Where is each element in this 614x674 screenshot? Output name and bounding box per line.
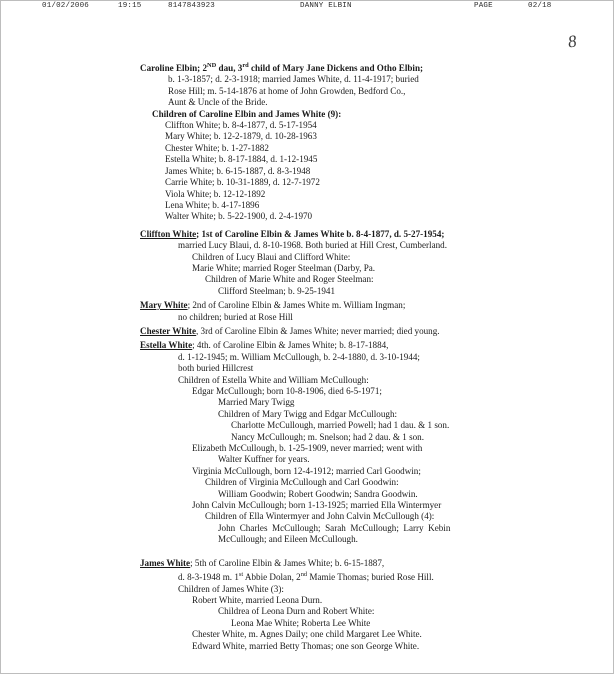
person-name: James White [140, 557, 191, 568]
child-line: Chester White; b. 1-27-1882 [165, 142, 269, 153]
entry-line: both buried Hillcrest [178, 363, 254, 374]
entry-line: Rose Hill; m. 5-14-1876 at home of John Growden, Bedford Co., [168, 85, 406, 96]
child-line: Carrie White; b. 10-31-1889, d. 12-7-1972 [165, 177, 320, 188]
entry-line: b. 1-3-1857; d. 2-3-1918; married James White, d. 11-4-1917; buried [168, 74, 419, 85]
child-line: Elizabeth McCullough, b. 1-25-1909, never married; went with [192, 443, 423, 454]
fax-date: 01/02/2006 [42, 2, 90, 10]
entry-line [0, 569, 614, 583]
children-subheading: Children of James White (3): [178, 583, 284, 594]
child-line: James White; b. 6-15-1887, d. 8-3-1948 [165, 165, 311, 176]
child-line: Robert White, married Leona Durn. [192, 594, 323, 605]
child-line: Lena White; b. 4-17-1896 [165, 199, 260, 210]
child-line: Virginia McCullough, born 12-4-1912; married Carl Goodwin; [192, 465, 421, 476]
entry-line: Marie White; married Roger Steelman (Darby, Pa. [192, 262, 376, 273]
genealogy-entry-chester-white [0, 326, 614, 337]
person-name: Mary White [140, 300, 188, 311]
child-line: Leona Mae White; Roberta Lee White [231, 617, 371, 628]
children-subheading: Children of Estella White and William McCullough: [178, 374, 369, 385]
children-subheading: Children of Mary Twigg and Edgar McCullough: [218, 408, 398, 419]
fax-page-number: 02/18 [528, 2, 552, 10]
entry-heading-rest: , 3rd of Caroline Elbin & James White; never married; died young. [196, 325, 440, 336]
entry-heading [0, 340, 614, 351]
entry-line-part: d. 8-3-1948 m. 1 [178, 572, 239, 583]
entry-line: Clifford Steelman; b. 9-25-1941 [218, 285, 336, 296]
ordinal-suffix: nd [300, 571, 308, 579]
entry-line: Children of Marie White and Roger Steelman: [205, 274, 374, 285]
fax-transmission-header [0, 2, 614, 14]
entry-heading [0, 558, 614, 569]
ordinal-suffix: st [238, 571, 244, 579]
fax-time: 19:15 [118, 2, 142, 10]
entry-line: married Lucy Blaui, d. 8-10-1968. Both buried at Hill Crest, Cumberland. [178, 240, 447, 251]
genealogy-entry-estella-white [0, 340, 614, 545]
entry-line: Walter Kuffner for years. [218, 454, 310, 465]
entry-heading [0, 300, 614, 311]
entry-heading-rest: ; 1st of Caroline Elbin & James White b. 8-4-1877, d. 5-27-1954; [196, 228, 445, 239]
fax-page-label: PAGE [474, 2, 493, 10]
child-line: Estella White; b. 8-17-1884, d. 1-12-1945 [165, 154, 318, 165]
entry-heading-rest: ; 2nd of Caroline Elbin & James White m. William Ingman; [187, 300, 406, 311]
children-subheading: Childrea of Leona Durn and Robert White: [218, 606, 375, 617]
handwritten-page-mark: 8 [566, 31, 578, 52]
child-line: Chester White, m. Agnes Daily; one child Margaret Lee White. [192, 629, 422, 640]
entry-line-part: Abbie Dolan, 2 [243, 572, 301, 583]
child-line: Mary White; b. 12-2-1879, d. 10-28-1963 [165, 131, 317, 142]
child-line: Viola White; b. 12-12-1892 [165, 188, 266, 199]
genealogy-entry-james-white [0, 558, 614, 652]
child-line: Nancy McCullough; m. Snelson; had 2 dau. & 1 son. [231, 431, 424, 442]
entry-heading-rest: ; 4th. of Caroline Elbin & James White; b. 8-17-1884, [192, 340, 389, 351]
entry-line: d. 1-12-1945; m. William McCullough, b. 2-4-1880, d. 3-10-1944; [178, 351, 420, 362]
child-line: McCullough; and Eileen McCullough. [218, 534, 358, 545]
child-line: Walter White; b. 5-22-1900, d. 2-4-1970 [165, 211, 313, 222]
children-subheading: Children of Ella Wintermyer and John Calvin McCullough (4): [205, 511, 435, 522]
child-line: John Charles McCullough; Sarah McCullough; Larry Kebin [218, 522, 451, 533]
children-subheading: Children of Virginia McCullough and Carl Goodwin: [205, 477, 399, 488]
entry-heading [0, 229, 614, 240]
genealogy-entry-cliffton-white [0, 229, 614, 297]
child-line: Charlotte McCullough, married Powell; had 1 dau. & 1 son. [231, 420, 450, 431]
entry-heading [0, 326, 614, 337]
entry-line: Aunt & Uncle of the Bride. [168, 97, 268, 108]
entry-line: Married Mary Twigg [218, 397, 295, 408]
entry-line: Children of Lucy Blaui and Clifford White: [192, 251, 351, 262]
children-subheading: Children of Caroline Elbin and James White (9): [152, 108, 342, 119]
child-line: John Calvin McCullough; born 1-13-1925; married Ella Wintermyer [192, 500, 442, 511]
child-line: Edgar McCullough; born 10-8-1906, died 6-5-1971; [192, 386, 382, 396]
entry-line-part: Mamie Thomas; buried Rose Hill. [307, 572, 434, 583]
document-body [0, 60, 614, 652]
person-name: Cliffton White [140, 228, 197, 239]
genealogy-entry-mary-white [0, 300, 614, 323]
person-name: Chester White [140, 325, 196, 336]
child-line: Edward White, married Betty Thomas; one son George White. [192, 640, 420, 651]
entry-heading: Caroline Elbin; 2ND dau, 3rd child of Mary Jane Dickens and Otho Elbin; [140, 62, 424, 74]
entry-heading-rest: ; 5th of Caroline Elbin & James White; b. 6-15-1887, [190, 557, 385, 568]
fax-sender-number: 8147843923 [168, 2, 216, 10]
genealogy-entry-caroline-elbin [0, 60, 614, 223]
child-line: William Goodwin; Robert Goodwin; Sandra Goodwin. [218, 488, 418, 499]
child-line: Cliffton White; b. 8-4-1877, d. 5-17-1954 [165, 120, 317, 131]
fax-recipient-name: DANNY ELBIN [300, 2, 352, 10]
entry-line: no children; buried at Rose Hill [178, 311, 293, 322]
person-name: Estella White [140, 340, 193, 351]
